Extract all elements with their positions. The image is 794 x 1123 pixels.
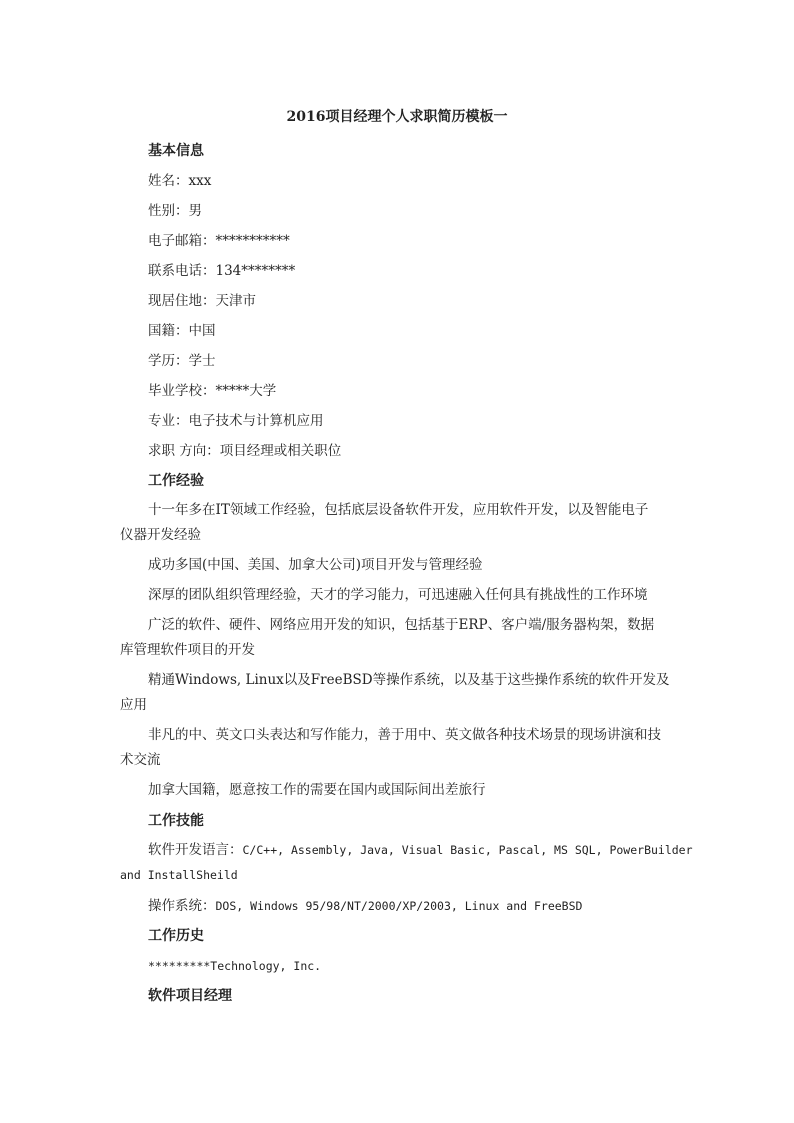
skills-languages-line: and InstallSheild — [120, 868, 238, 882]
experience-item — [120, 551, 720, 581]
basic-info-line: 专业：电子技术与计算机应用 — [148, 413, 324, 429]
basic-info-line: 性别：男 — [148, 203, 202, 219]
document-title: 2016项目经理个人求职简历模板一 — [286, 109, 508, 125]
experience-item-line: 加拿大国籍，愿意按工作的需要在国内或国际间出差旅行 — [148, 782, 486, 798]
basic-info-line: 求职 方向：项目经理或相关职位 — [148, 443, 342, 459]
experience-item-line: 十一年多在IT领域工作经验，包括底层设备软件开发，应用软件开发，以及智能电子 — [148, 502, 649, 518]
basic-info-line: 国籍：中国 — [148, 323, 216, 339]
experience-item — [120, 721, 720, 776]
skills-languages-line — [120, 838, 720, 863]
skills-os — [120, 891, 720, 921]
experience-item-line: 非凡的中、英文口头表达和写作能力，善于用中、英文做各种技术场景的现场讲演和技 — [148, 727, 661, 743]
experience-item — [120, 496, 720, 551]
section-heading-role: 软件项目经理 — [148, 988, 232, 1004]
section-heading-skills: 工作技能 — [148, 813, 204, 829]
section-heading-history: 工作历史 — [148, 928, 204, 944]
basic-info-line: 联系电话：134******** — [148, 263, 296, 279]
basic-info-line: 毕业学校：*****大学 — [148, 383, 277, 399]
experience-item-line: 仪器开发经验 — [120, 527, 201, 543]
experience-item-line: 深厚的团队组织管理经验，天才的学习能力，可迅速融入任何具有挑战性的工作环境 — [148, 587, 648, 603]
experience-item — [120, 611, 720, 666]
basic-info-line: 现居住地：天津市 — [148, 293, 256, 309]
section-heading-experience: 工作经验 — [148, 473, 204, 489]
basic-info-line: 学历：学士 — [148, 353, 216, 369]
skills-os-value: DOS, Windows 95/98/NT/2000/XP/2003, Linux and FreeBSD — [215, 899, 583, 913]
skills-languages — [120, 836, 720, 891]
experience-item-line: 精通Windows, Linux以及FreeBSD等操作系统，以及基于这些操作系统的软件开发及 — [148, 672, 670, 688]
section-heading-basic: 基本信息 — [148, 143, 204, 159]
experience-item — [120, 776, 720, 806]
basic-info-line: 电子邮箱：*********** — [148, 233, 290, 249]
skills-languages-value: C/C++, Assembly, Java, Visual Basic, Pascal, MS SQL, PowerBuilder — [242, 843, 693, 857]
experience-item-line: 成功多国(中国、美国、加拿大公司)项目开发与管理经验 — [148, 557, 483, 573]
experience-item-line: 应用 — [120, 697, 147, 713]
experience-item — [120, 666, 720, 721]
basic-info-line: 姓名：xxx — [148, 173, 212, 189]
experience-item-line: 库管理软件项目的开发 — [120, 642, 255, 658]
experience-item-line: 广泛的软件、硬件、网络应用开发的知识，包括基于ERP、客户端/服务器构架，数据 — [148, 617, 655, 633]
skills-os-label: 操作系统： — [148, 898, 216, 914]
experience-item — [120, 581, 720, 611]
resume-content — [120, 136, 720, 1011]
skills-languages-label: 软件开发语言： — [148, 842, 243, 858]
company-name: *********Technology, Inc. — [148, 959, 322, 973]
experience-item-line: 术交流 — [120, 752, 161, 768]
